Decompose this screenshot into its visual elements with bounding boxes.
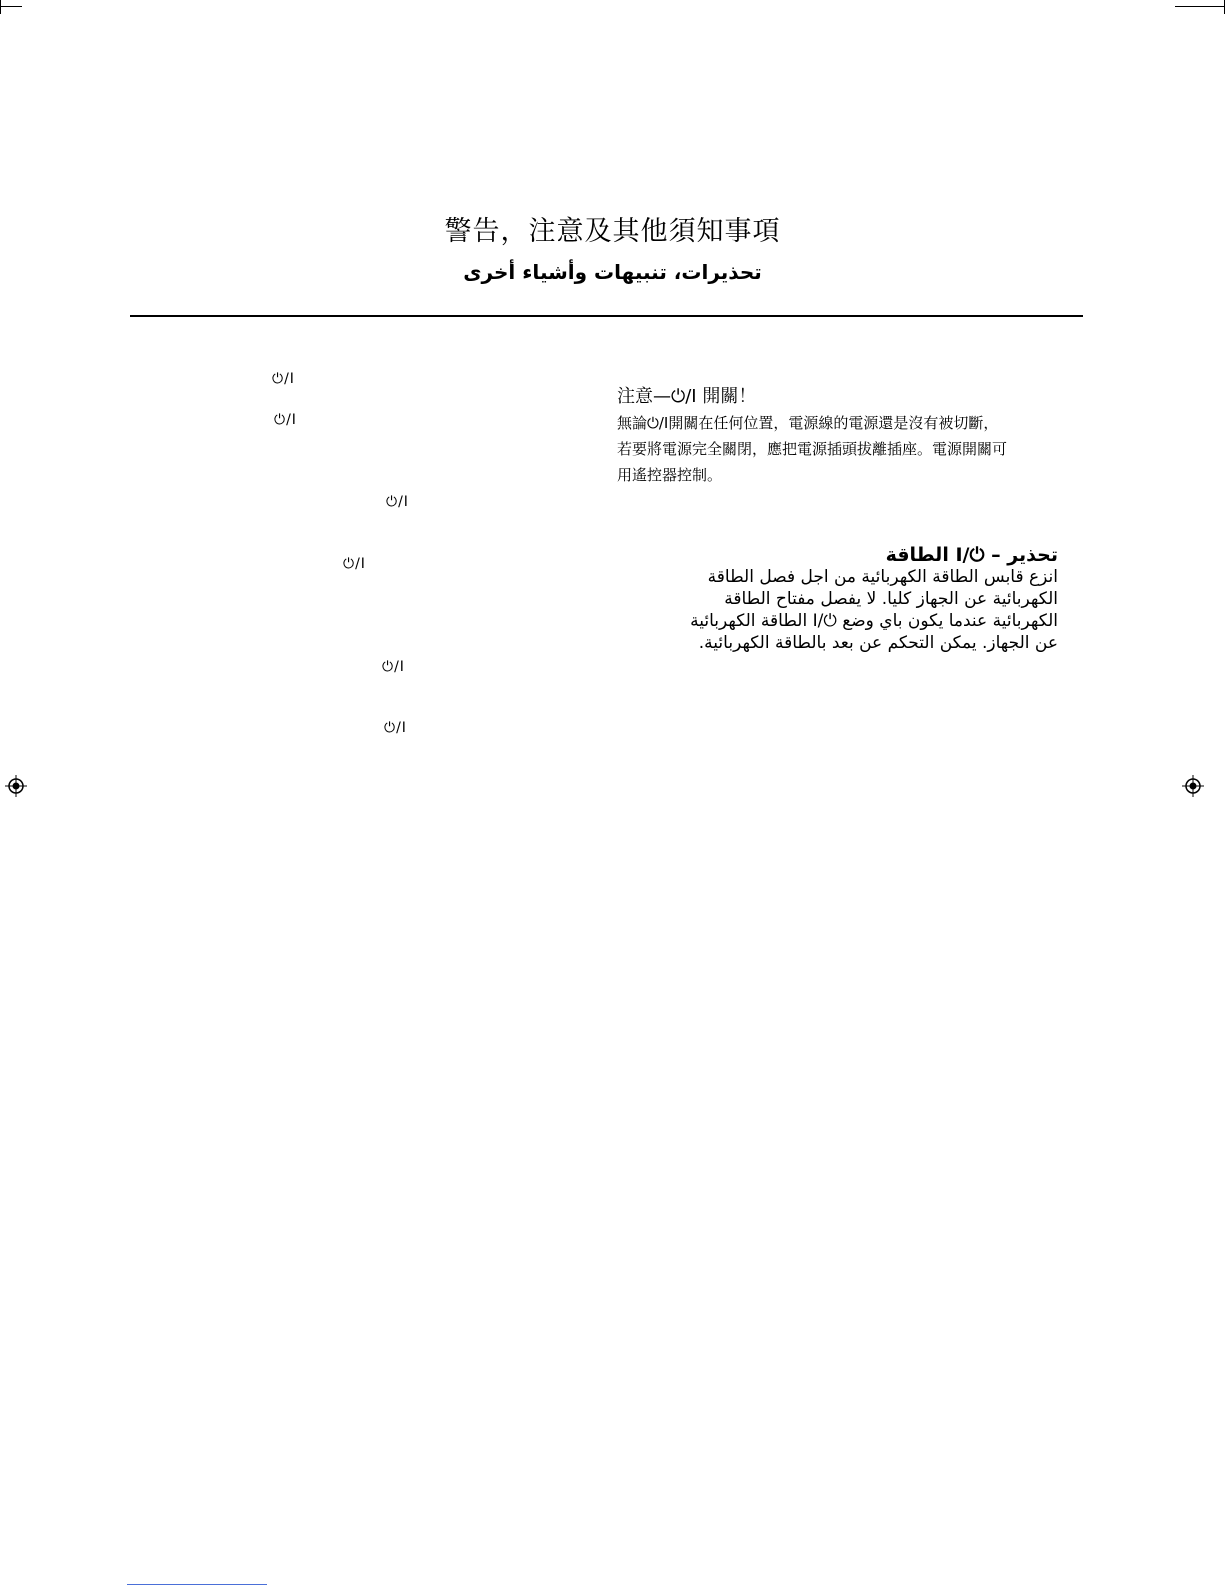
arabic-warning-text xyxy=(610,566,1058,654)
arabic-line: عن الجهاز. يمكن التحكم عن بعد بالطاقة الكهربائية. xyxy=(698,633,1058,653)
chinese-caution-text xyxy=(617,410,1047,488)
chinese-line: 若要將電源完全關閉，應把電源插頭拔離插座。電源開關可 xyxy=(617,440,1008,458)
arabic-line: انزع قابس الطاقة الكهربائية من اجل فصل الطاقة xyxy=(707,567,1058,587)
standby-symbol: ⏻/I xyxy=(384,720,407,736)
chinese-line: 無論⏻/I開關在任何位置，電源線的電源還是沒有被切斷， xyxy=(617,414,999,432)
chinese-line: 用遙控器控制。 xyxy=(617,466,723,484)
standby-symbol: ⏻/I xyxy=(382,659,405,675)
arabic-warning-heading: تحذير – ⏻/I الطاقة xyxy=(885,544,1058,566)
standby-symbol: ⏻/I xyxy=(386,494,409,510)
crop-mark-top-left xyxy=(0,0,1,14)
arabic-line: الكهربائية عندما يكون باي وضع ⏻/I الطاقة الكهربائية xyxy=(690,611,1058,631)
crop-mark-top-left-h xyxy=(0,6,22,7)
registration-mark-left xyxy=(5,775,27,797)
standby-symbol: ⏻/I xyxy=(343,556,366,572)
standby-symbol: ⏻/I xyxy=(272,371,295,387)
page-subtitle-arabic: تحذيرات، تنبيهات وأشياء أخرى xyxy=(463,260,762,284)
chinese-caution-heading: 注意—⏻/I 開關！ xyxy=(617,386,757,407)
crop-mark-top-right-h xyxy=(1175,6,1225,7)
page-title: 警告，注意及其他須知事項 xyxy=(444,216,781,247)
arabic-line: الكهربائية عن الجهاز كليا. لا يفصل مفتاح الطاقة xyxy=(724,589,1058,609)
header-divider xyxy=(130,315,1083,317)
registration-mark-right xyxy=(1182,775,1204,797)
standby-symbol: ⏻/I xyxy=(274,412,297,428)
